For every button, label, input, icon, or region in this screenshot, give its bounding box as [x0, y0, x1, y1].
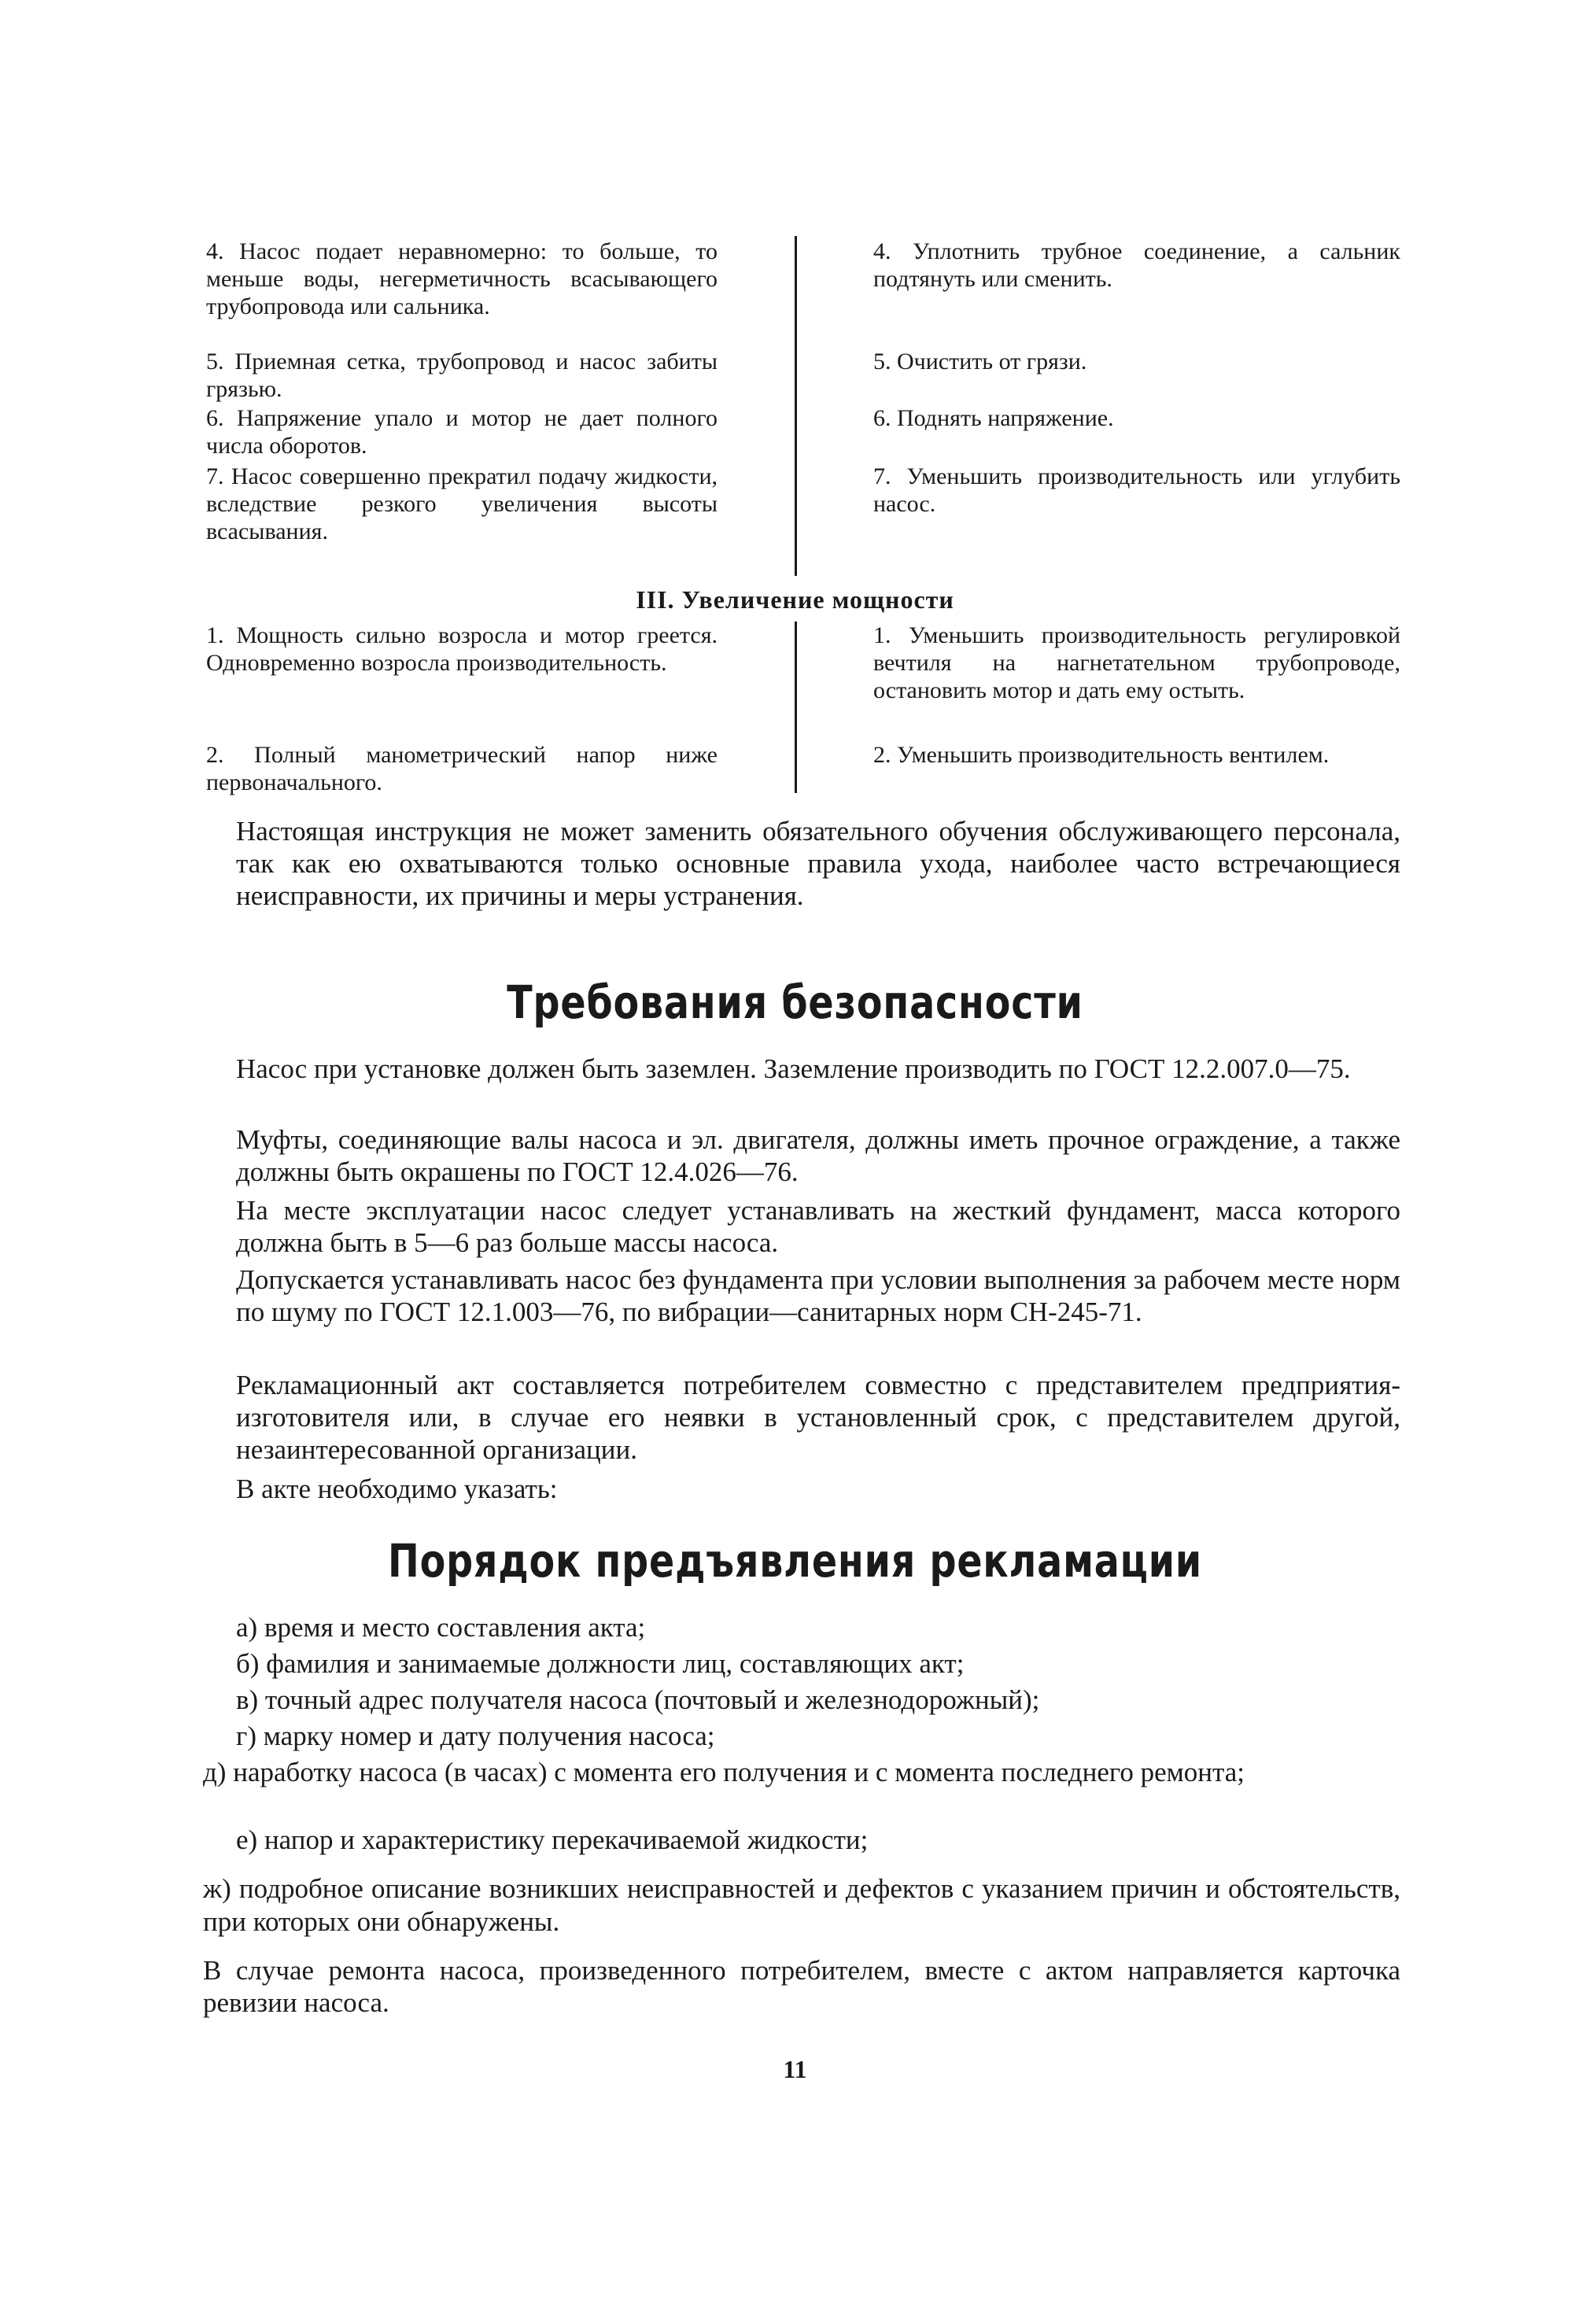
- cause-cell: 2. Полный манометрический напор ниже первоначального.: [206, 742, 718, 795]
- safety-paragraph: Допускается устанавливать насос без фундамента при условии выполнения за рабочем месте норм по шуму по ГОСТ 12.1.003—76, по вибрации—санитарных норм СН-245-71.: [236, 1264, 1400, 1327]
- claims-list-item: ж) подробное описание возникших неисправностей и дефектов с указанием причин и обстоятельств, при которых они обнаружены.: [203, 1873, 1400, 1937]
- safety-paragraph: Рекламационный акт составляется потребителем совместно с представителем предприятия-изготовителя или, в случае его неявки в установленный срок, с представителем другой, незаинтересованной организации.: [236, 1370, 1400, 1465]
- remedy-cell: 2. Уменьшить производительность вентилем.: [873, 742, 1330, 768]
- remedy-cell: 5. Очистить от грязи.: [873, 349, 1087, 374]
- safety-heading: Требования безопасности: [507, 976, 1083, 1029]
- instruction-note: Настоящая инструкция не может заменить обязательного обучения обслуживающего персонала, так как ею охватываются только основные правила ухода, наиболее часто встречающиеся неисправности, их причины и меры устранения.: [236, 816, 1400, 911]
- safety-paragraph: Муфты, соединяющие валы насоса и эл. двигателя, должны иметь прочное ограждение, а также должны быть окрашены по ГОСТ 12.4.026—76.: [236, 1124, 1400, 1187]
- claims-list-item: б) фамилия и занимаемые должности лиц, составляющих акт;: [236, 1648, 965, 1679]
- claims-closing: В случае ремонта насоса, произведенного потребителем, вместе с актом направляется карточка ревизии насоса.: [203, 1955, 1400, 2018]
- claims-list-item: в) точный адрес получателя насоса (почтовый и железнодорожный);: [236, 1684, 1040, 1715]
- claims-list-item: а) время и место составления акта;: [236, 1612, 646, 1643]
- claims-list-item: е) напор и характеристику перекачиваемой жидкости;: [236, 1824, 869, 1855]
- remedy-cell: 1. Уменьшить производительность регулировкой вечтиля на нагнетательном трубопроводе, остановить мотор и дать ему остыть.: [873, 622, 1400, 703]
- cause-cell: 5. Приемная сетка, трубопровод и насос забиты грязью.: [206, 349, 718, 402]
- remedy-cell: 4. Уплотнить трубное соединение, а сальник подтянуть или сменить.: [873, 238, 1400, 292]
- safety-paragraph: На месте эксплуатации насос следует устанавливать на жесткий фундамент, масса которого должна быть в 5—6 раз больше массы насоса.: [236, 1195, 1400, 1258]
- safety-paragraph: Насос при установке должен быть заземлен. Заземление производить по ГОСТ 12.2.007.0—75.: [236, 1053, 1351, 1084]
- cause-cell: 6. Напряжение упало и мотор не дает полного числа оборотов.: [206, 405, 718, 459]
- claims-list-item: д) наработку насоса (в часах) с момента его получения и с момента последнего ремонта;: [203, 1757, 1245, 1787]
- section-heading: III. Увеличение мощности: [636, 585, 954, 614]
- safety-paragraph: В акте необходимо указать:: [236, 1474, 558, 1504]
- page-number: 11: [783, 2055, 807, 2083]
- claims-heading: Порядок предъявления рекламации: [387, 1534, 1203, 1588]
- cause-cell: 1. Мощность сильно возросла и мотор греется. Одновременно возросла производительность.: [206, 622, 718, 676]
- table-divider: [795, 236, 797, 576]
- claims-list-item: г) марку номер и дату получения насоса;: [236, 1721, 715, 1751]
- cause-cell: 7. Насос совершенно прекратил подачу жидкости, вследствие резкого увеличения высоты всасывания.: [206, 463, 718, 544]
- cause-cell: 4. Насос подает неравномерно: то больше, то меньше воды, негерметичность всасывающего трубопровода или сальника.: [206, 238, 718, 319]
- table-divider: [795, 622, 797, 793]
- remedy-cell: 6. Поднять напряжение.: [873, 405, 1114, 431]
- remedy-cell: 7. Уменьшить производительность или углубить насос.: [873, 463, 1400, 517]
